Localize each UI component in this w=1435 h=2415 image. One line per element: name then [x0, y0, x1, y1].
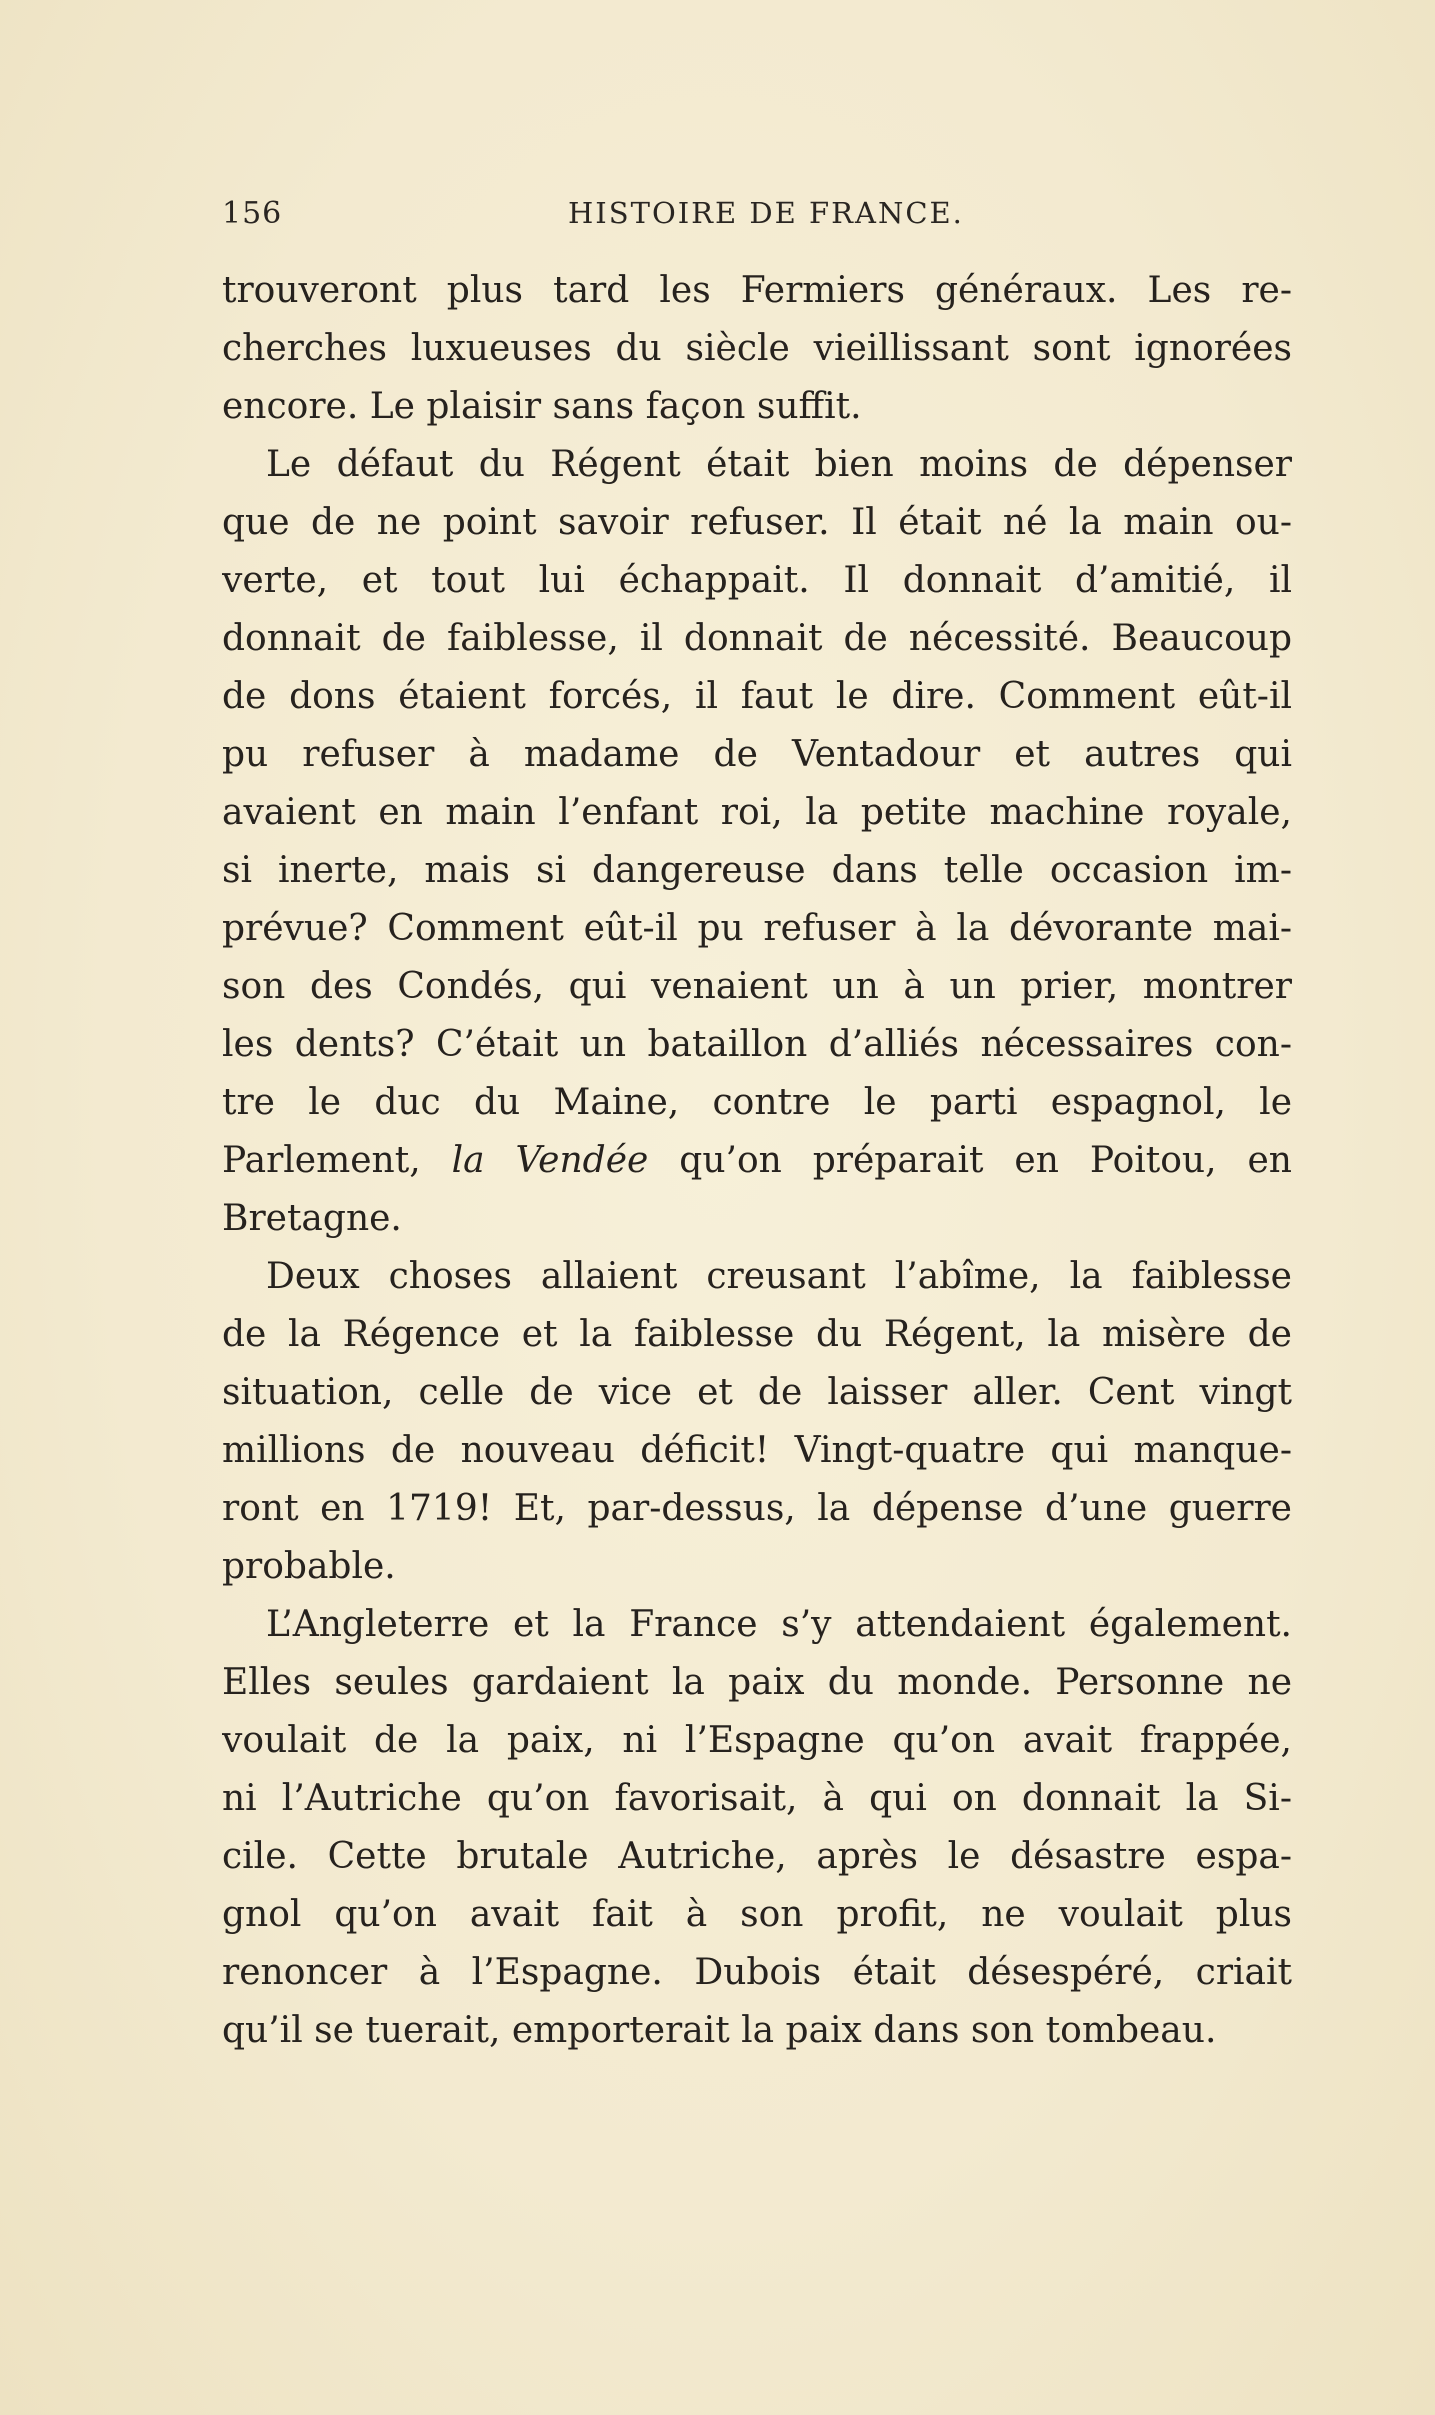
line-segment: qu’on préparait en Poitou, en	[679, 1140, 1292, 1181]
text-line: cherches luxueuses du siècle vieillissant sont ignorées	[222, 328, 1292, 369]
text-line: voulait de la paix, ni l’Espagne qu’on avait frappée,	[222, 1720, 1292, 1761]
text-line: pu refuser à madame de Ventadour et autres qui	[222, 734, 1292, 775]
text-line: de dons étaient forcés, il faut le dire. Comment eût-il	[222, 676, 1292, 717]
text-line: avaient en main l’enfant roi, la petite machine royale,	[222, 792, 1292, 833]
text-line-mixed	[222, 1132, 1292, 1190]
text-line: ni l’Autriche qu’on favorisait, à qui on donnait la Si-	[222, 1778, 1292, 1819]
text-line: Le défaut du Régent était bien moins de dépenser	[266, 444, 1292, 485]
text-line: Deux choses allaient creusant l’abîme, la faiblesse	[266, 1256, 1292, 1297]
text-line: L’Angleterre et la France s’y attendaient également.	[266, 1604, 1292, 1645]
text-line: donnait de faiblesse, il donnait de nécessité. Beaucoup	[222, 618, 1292, 659]
text-line: ront en 1719! Et, par-dessus, la dépense d’une guerre	[222, 1488, 1292, 1529]
text-line: millions de nouveau déficit! Vingt-quatre qui manque-	[222, 1430, 1292, 1471]
text-line: prévue? Comment eût-il pu refuser à la dévorante mai-	[222, 908, 1292, 949]
line-segment: Parlement,	[222, 1140, 421, 1181]
text-line: que de ne point savoir refuser. Il était né la main ou-	[222, 502, 1292, 543]
page-header	[222, 196, 1292, 246]
text-line: renoncer à l’Espagne. Dubois était désespéré, criait	[222, 1952, 1292, 1993]
text-line: Bretagne.	[222, 1198, 402, 1239]
text-line: encore. Le plaisir sans façon suffit.	[222, 386, 862, 427]
text-line: trouveront plus tard les Fermiers généraux. Les re-	[222, 270, 1292, 311]
text-line: probable.	[222, 1546, 396, 1587]
text-line: cile. Cette brutale Autriche, après le désastre espa-	[222, 1836, 1292, 1877]
italic-phrase: la Vendée	[451, 1140, 649, 1181]
text-line: tre le duc du Maine, contre le parti espagnol, le	[222, 1082, 1292, 1123]
text-line: qu’il se tuerait, emporterait la paix dans son tombeau.	[222, 2010, 1217, 2051]
body-text	[222, 262, 1292, 2060]
text-line: les dents? C’était un bataillon d’alliés nécessaires con-	[222, 1024, 1292, 1065]
page-number: 156	[222, 196, 283, 231]
text-line: son des Condés, qui venaient un à un prier, montrer	[222, 966, 1292, 1007]
text-line: de la Régence et la faiblesse du Régent, la misère de	[222, 1314, 1292, 1355]
text-line: situation, celle de vice et de laisser aller. Cent vingt	[222, 1372, 1292, 1413]
text-line: gnol qu’on avait fait à son profit, ne voulait plus	[222, 1894, 1292, 1935]
text-line: si inerte, mais si dangereuse dans telle occasion im-	[222, 850, 1292, 891]
text-line: verte, et tout lui échappait. Il donnait d’amitié, il	[222, 560, 1292, 601]
text-line: Elles seules gardaient la paix du monde. Personne ne	[222, 1662, 1292, 1703]
running-title: HISTOIRE DE FRANCE.	[568, 196, 964, 230]
